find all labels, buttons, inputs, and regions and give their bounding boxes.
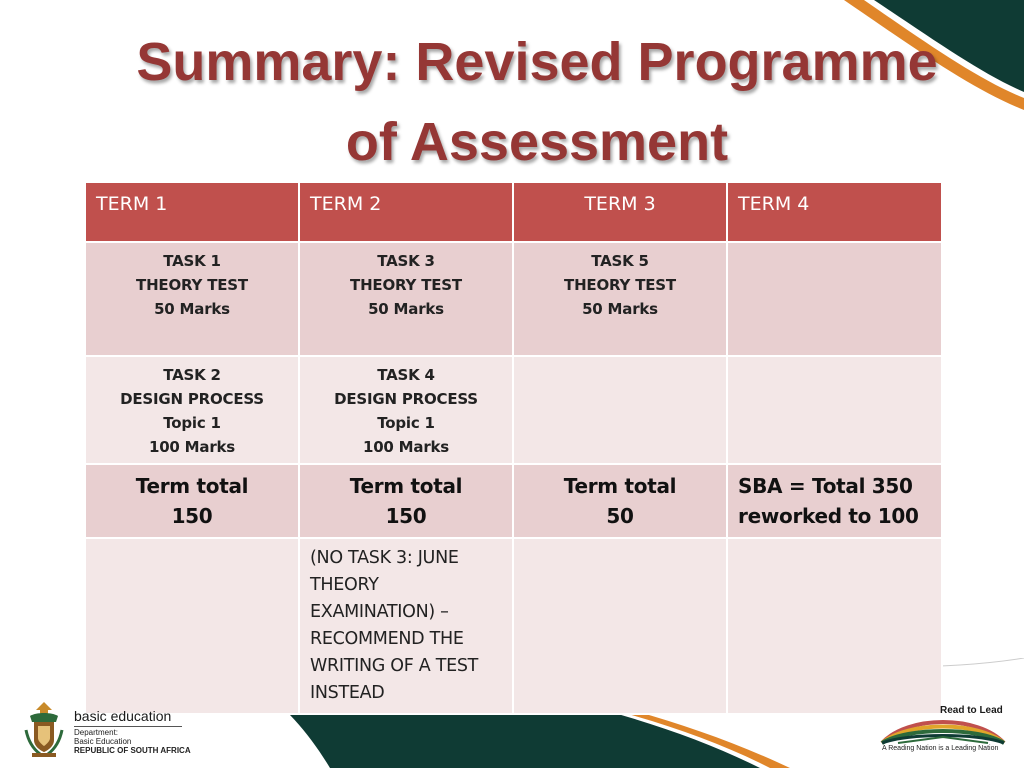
note-line: RECOMMEND THE [310, 629, 464, 649]
table-row-totals [85, 464, 942, 538]
cell-term1-empty [85, 538, 299, 714]
cell-term2-task3 [299, 242, 513, 356]
cell-term4-empty [727, 356, 942, 464]
cell-term2-total [299, 464, 513, 538]
campaign-title: Read to Lead [940, 705, 1003, 716]
header-term-2: TERM 2 [299, 182, 513, 242]
title-line-2: of Assessment [345, 112, 729, 172]
sba-value: reworked to 100 [738, 504, 919, 528]
task-number: TASK 1 [163, 252, 221, 270]
header-term-3: TERM 3 [513, 182, 727, 242]
total-value: 150 [385, 504, 427, 528]
total-value: 150 [171, 504, 213, 528]
header-term-1: TERM 1 [85, 182, 299, 242]
book-arc-icon [878, 713, 1008, 747]
read-to-lead-logo [868, 703, 1018, 763]
department-logo [18, 700, 218, 760]
task-marks: 50 Marks [368, 300, 444, 318]
header-term-4: TERM 4 [727, 182, 942, 242]
total-label: Term total [135, 474, 249, 498]
coat-of-arms-icon [22, 700, 66, 758]
cell-term2-task4 [299, 356, 513, 464]
cell-term1-total [85, 464, 299, 538]
cell-term3-empty [513, 356, 727, 464]
cell-term1-task1 [85, 242, 299, 356]
task-type: THEORY TEST [136, 276, 248, 294]
cell-term3-task5 [513, 242, 727, 356]
cell-term3-empty [513, 538, 727, 714]
note-line: THEORY [310, 575, 379, 595]
total-label: Term total [349, 474, 463, 498]
task-type: DESIGN PROCESS [120, 390, 264, 408]
note-line: WRITING OF A TEST [310, 656, 479, 676]
note-line: (NO TASK 3: JUNE [310, 548, 459, 568]
sba-label: SBA = Total 350 [738, 474, 913, 498]
cell-term3-total [513, 464, 727, 538]
task-marks: 50 Marks [154, 300, 230, 318]
task-type: THEORY TEST [564, 276, 676, 294]
assessment-table [84, 181, 943, 715]
department-line-1: Department: [74, 728, 119, 737]
slide-title [0, 22, 1024, 182]
task-number: TASK 5 [591, 252, 649, 270]
cell-term1-task2 [85, 356, 299, 464]
task-topic: Topic 1 [163, 414, 221, 432]
task-marks: 100 Marks [362, 438, 450, 456]
task-marks: 50 Marks [582, 300, 658, 318]
table-row [85, 356, 942, 464]
cell-term4-empty [727, 242, 942, 356]
table-row-note [85, 538, 942, 714]
task-marks: 100 Marks [148, 438, 236, 456]
department-line-2: Basic Education [74, 737, 132, 746]
cell-term4-empty [727, 538, 942, 714]
task-number: TASK 4 [377, 366, 435, 384]
department-subtitle [74, 728, 191, 755]
task-number: TASK 3 [377, 252, 435, 270]
table-header-row [85, 182, 942, 242]
task-type: THEORY TEST [350, 276, 462, 294]
cell-term2-note [299, 538, 513, 714]
total-label: Term total [563, 474, 677, 498]
task-number: TASK 2 [163, 366, 221, 384]
note-line: INSTEAD [310, 683, 385, 703]
department-name: basic education [74, 708, 182, 727]
title-line-1: Summary: Revised Programme [136, 32, 938, 92]
department-line-3: REPUBLIC OF SOUTH AFRICA [74, 746, 191, 755]
cell-term4-sba [727, 464, 942, 538]
table-row [85, 242, 942, 356]
task-topic: Topic 1 [377, 414, 435, 432]
task-type: DESIGN PROCESS [334, 390, 478, 408]
note-line: EXAMINATION) – [310, 602, 449, 622]
total-value: 50 [606, 504, 634, 528]
campaign-tagline: A Reading Nation is a Leading Nation [882, 745, 999, 752]
